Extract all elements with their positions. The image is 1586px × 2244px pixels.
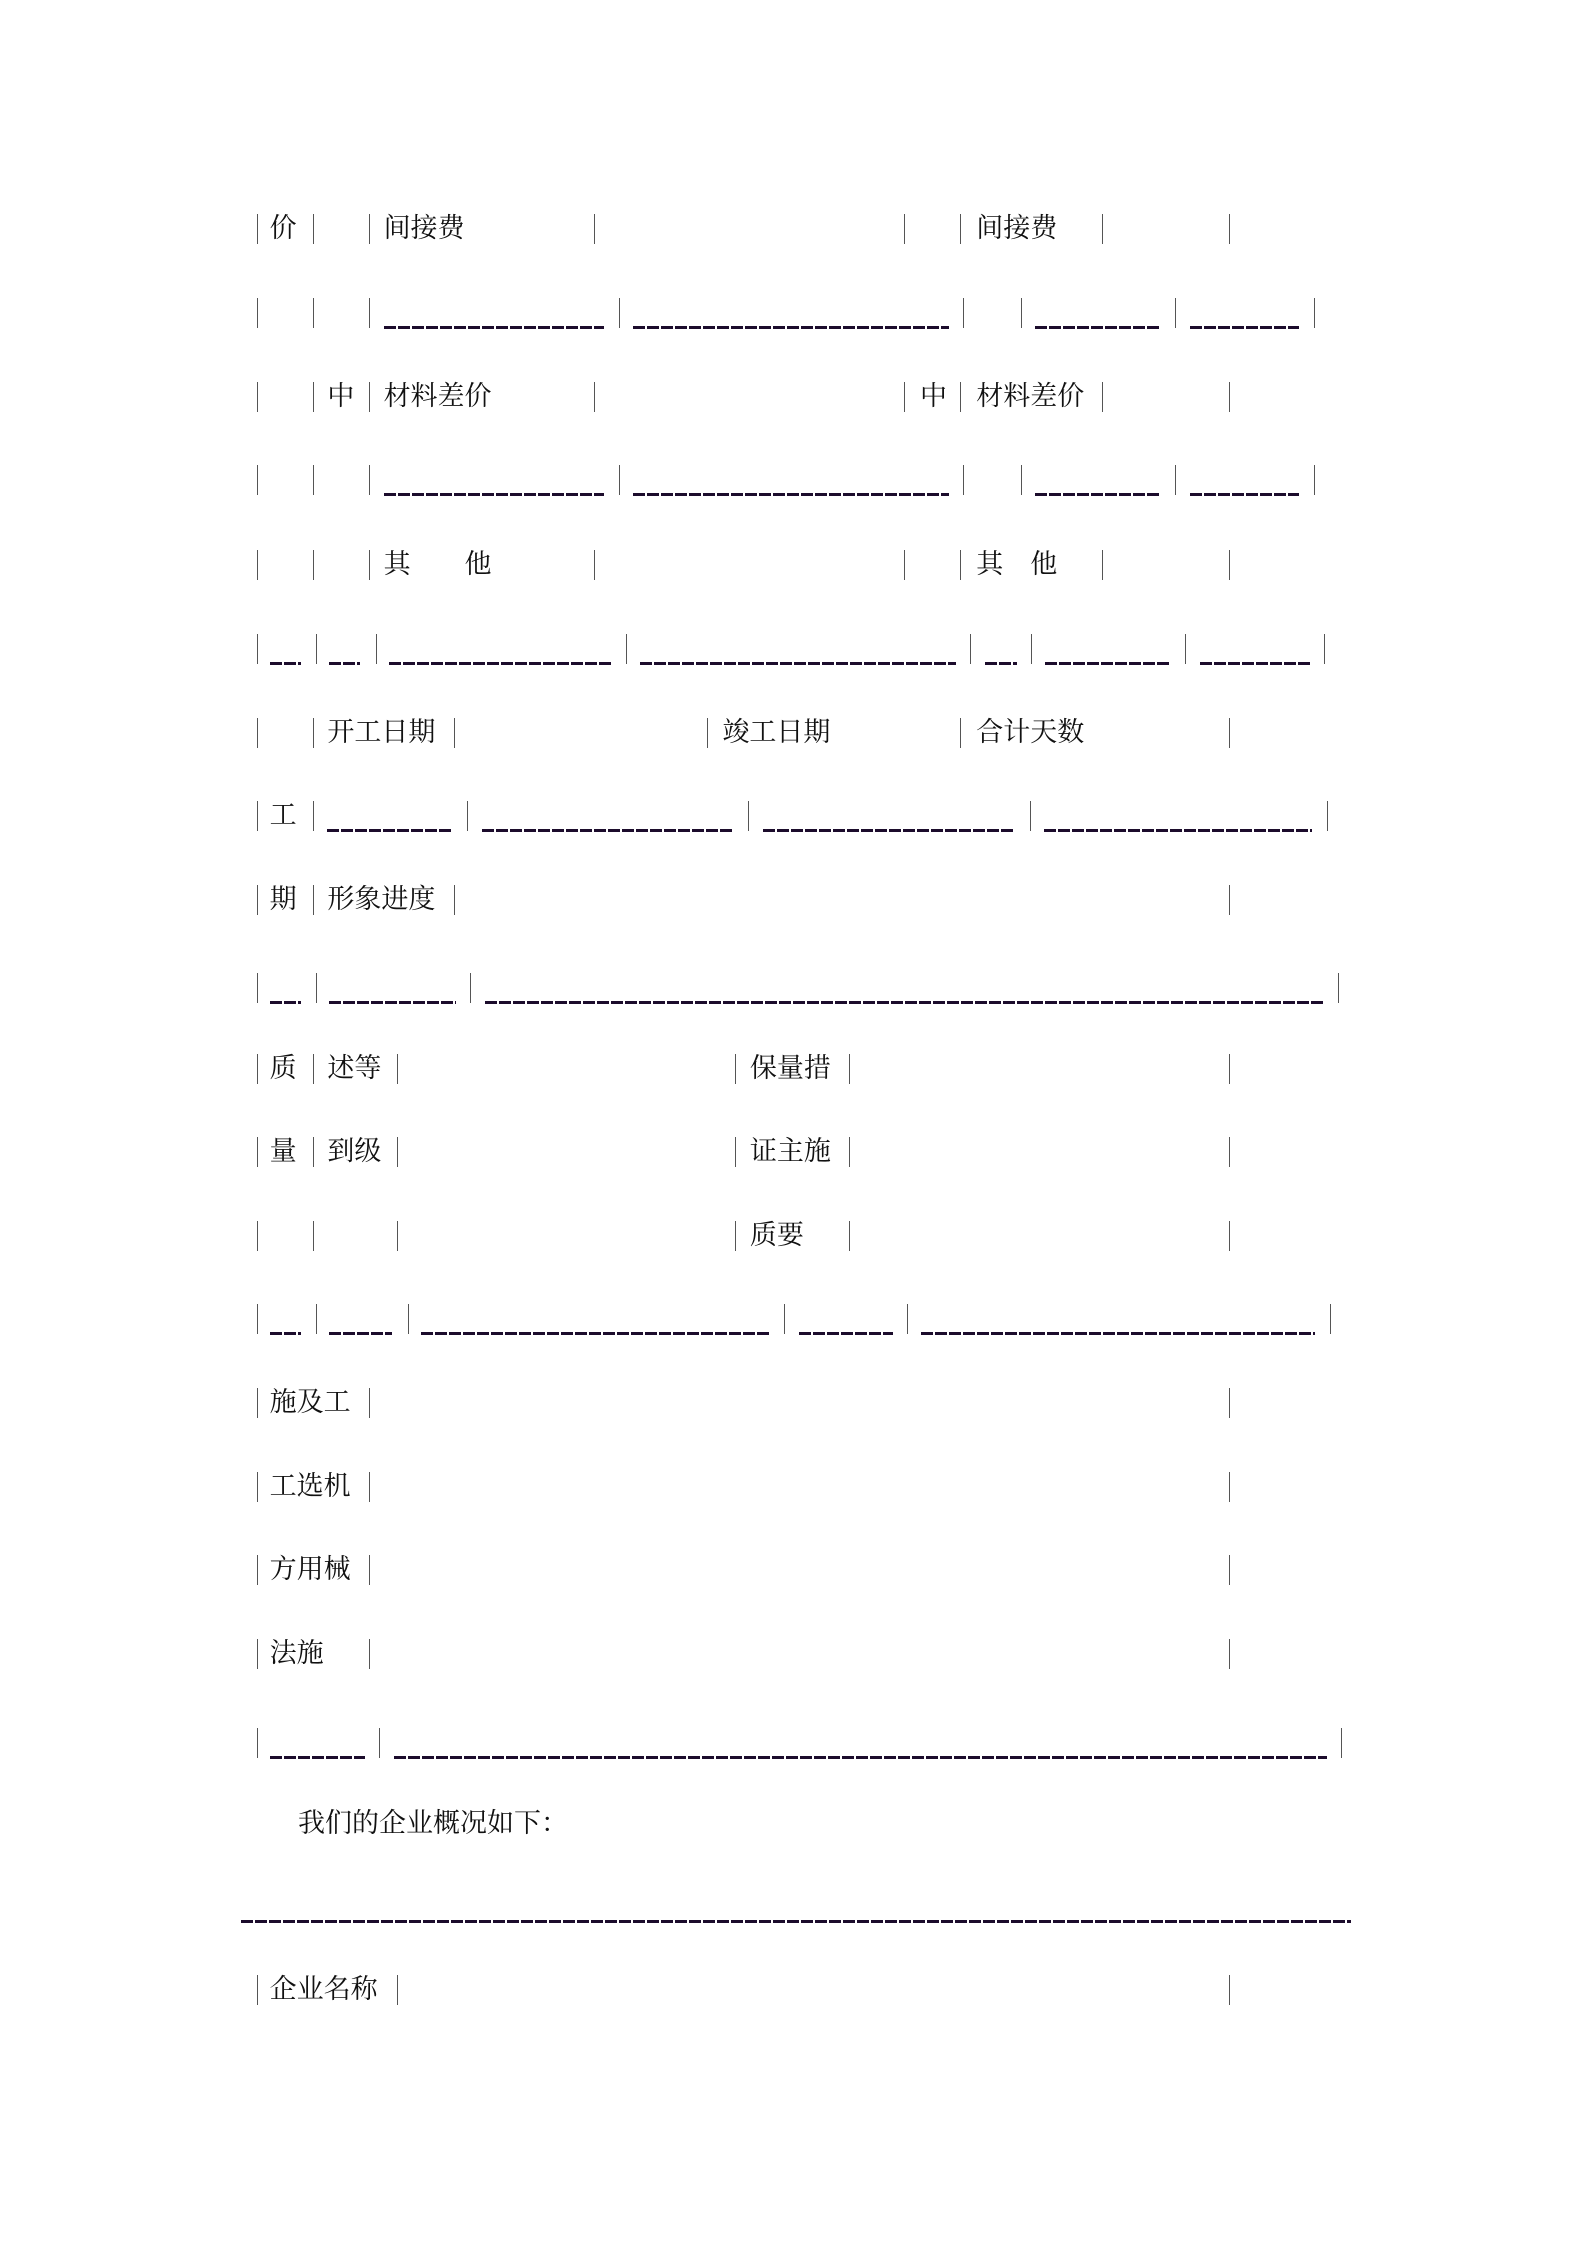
cell-label: 材料差价 [976,380,1085,412]
cell-border [1327,801,1328,831]
cell-border [316,973,317,1003]
cell-border [907,1304,908,1334]
cell-border [316,1304,317,1334]
blank-fill-line [1044,829,1312,832]
cell-border [1229,214,1230,244]
cell-border [1229,1555,1230,1585]
cell-border [257,1728,258,1758]
cell-border [1229,718,1230,748]
cell-label: 证主施 [749,1136,831,1168]
cell-border [960,382,961,412]
cell-border [313,550,314,580]
blank-fill-line [270,1332,302,1335]
cell-border [970,634,971,664]
cell-border [1338,973,1339,1003]
cell-border [313,1054,314,1084]
cell-border [735,1221,736,1251]
blank-fill-line [270,1756,365,1759]
blank-fill-line [270,1001,302,1004]
cell-border [257,298,258,328]
blank-fill-line [799,1332,893,1335]
blank-fill-line [763,829,1015,832]
cell-border [960,718,961,748]
cell-border [1341,1728,1342,1758]
cell-label: 其 他 [383,549,492,581]
cell-label: 竣工日期 [722,716,831,748]
cell-border [379,1728,380,1758]
cell-label: 期 [269,883,297,915]
cell-border [1229,550,1230,580]
cell-border [369,1639,370,1669]
cell-border [257,634,258,664]
cell-border [313,718,314,748]
cell-border [904,214,905,244]
cell-border [707,718,708,748]
cell-border [313,465,314,495]
cell-border [849,1054,850,1084]
cell-border [1330,1304,1331,1334]
cell-label: 材料差价 [383,380,492,412]
cell-border [257,801,258,831]
blank-fill-line [640,662,956,665]
cell-border [849,1137,850,1167]
cell-border [904,382,905,412]
cell-border [257,885,258,915]
cell-border [619,465,620,495]
cell-border [470,973,471,1003]
cell-border [313,214,314,244]
cell-border [1229,1472,1230,1502]
blank-fill-line [327,829,452,832]
cell-border [257,1975,258,2005]
cell-label: 法施 [269,1637,324,1669]
cell-label: 述等 [327,1052,382,1084]
cell-border [626,634,627,664]
cell-border [257,465,258,495]
cell-border [1102,382,1103,412]
cell-label: 工选机 [269,1470,351,1502]
cell-border [316,634,317,664]
cell-border [313,382,314,412]
cell-label: 中 [327,380,355,412]
cell-border [1229,1221,1230,1251]
cell-border [849,1221,850,1251]
blank-fill-line [270,662,302,665]
cell-border [960,550,961,580]
cell-border [963,298,964,328]
cell-border [1324,634,1325,664]
cell-border [369,465,370,495]
cell-border [313,298,314,328]
cell-border [1229,1975,1230,2005]
blank-fill-line [384,326,605,329]
cell-border [1175,298,1176,328]
cell-border [1102,214,1103,244]
cell-border [594,550,595,580]
cell-border [1229,1054,1230,1084]
cell-border [257,1555,258,1585]
cell-border [1229,1137,1230,1167]
cell-border [1229,1639,1230,1669]
cell-border [369,550,370,580]
cell-border [594,214,595,244]
cell-border [904,550,905,580]
intro-text: 我们的企业概况如下： [298,1808,568,1839]
blank-fill-line [1045,662,1170,665]
cell-label: 方用械 [269,1554,351,1586]
cell-label: 质 [269,1052,297,1084]
cell-border [1229,382,1230,412]
cell-border [257,718,258,748]
cell-border [784,1304,785,1334]
cell-label: 中 [919,380,947,412]
cell-label: 形象进度 [327,883,436,915]
cell-border [369,382,370,412]
cell-border [257,1639,258,1669]
cell-border [960,214,961,244]
blank-fill-line [1200,662,1311,665]
cell-label: 质要 [749,1219,804,1251]
cell-border [397,1975,398,2005]
blank-fill-line [329,1001,456,1004]
cell-label: 开工日期 [327,716,436,748]
cell-border [619,298,620,328]
blank-fill-line [633,493,949,496]
cell-border [397,1221,398,1251]
cell-label: 合计天数 [976,716,1085,748]
blank-fill-line [1190,326,1300,329]
cell-border [963,465,964,495]
blank-fill-line [485,1001,1324,1004]
blank-fill-line [389,662,611,665]
cell-border [397,1054,398,1084]
cell-border [313,1137,314,1167]
blank-fill-line [1190,493,1300,496]
cell-border [1314,298,1315,328]
blank-fill-line [633,326,949,329]
cell-border [257,1472,258,1502]
cell-border [257,214,258,244]
cell-border [454,885,455,915]
cell-border [257,1221,258,1251]
cell-border [1314,465,1315,495]
cell-label: 到级 [327,1136,382,1168]
cell-border [1102,550,1103,580]
cell-border [257,382,258,412]
blank-fill-line [985,662,1017,665]
cell-border [369,1555,370,1585]
horizontal-rule [241,1920,1351,1923]
cell-border [369,1388,370,1418]
cell-border [369,298,370,328]
cell-border [257,1137,258,1167]
cell-border [376,634,377,664]
blank-fill-line [482,829,734,832]
cell-border [454,718,455,748]
blank-fill-line [329,662,361,665]
cell-border [1031,634,1032,664]
cell-border [1175,465,1176,495]
cell-label: 保量措 [749,1052,831,1084]
cell-border [735,1137,736,1167]
cell-border [313,1221,314,1251]
cell-border [467,801,468,831]
blank-fill-line [921,1332,1315,1335]
cell-border [257,973,258,1003]
cell-border [257,1304,258,1334]
cell-label: 施及工 [269,1387,351,1419]
cell-border [1030,801,1031,831]
cell-border [1185,634,1186,664]
cell-border [735,1054,736,1084]
cell-border [1229,885,1230,915]
blank-fill-line [1035,326,1160,329]
cell-border [1021,298,1022,328]
cell-border [257,1388,258,1418]
blank-fill-line [421,1332,770,1335]
cell-border [397,1137,398,1167]
cell-border [594,382,595,412]
cell-border [408,1304,409,1334]
cell-label: 间接费 [976,213,1058,245]
cell-border [313,801,314,831]
cell-label: 间接费 [383,213,465,245]
cell-border [313,885,314,915]
cell-label: 企业名称 [269,1973,378,2005]
cell-border [1229,1388,1230,1418]
cell-border [1021,465,1022,495]
cell-border [257,1054,258,1084]
cell-label: 量 [269,1136,297,1168]
cell-label: 价 [269,213,297,245]
cell-label: 工 [269,800,297,832]
cell-border [748,801,749,831]
blank-fill-line [384,493,605,496]
cell-border [257,550,258,580]
blank-fill-line [329,1332,392,1335]
cell-border [369,214,370,244]
cell-border [369,1472,370,1502]
blank-fill-line [1035,493,1160,496]
cell-label: 其 他 [976,549,1058,581]
blank-fill-line [394,1756,1327,1759]
